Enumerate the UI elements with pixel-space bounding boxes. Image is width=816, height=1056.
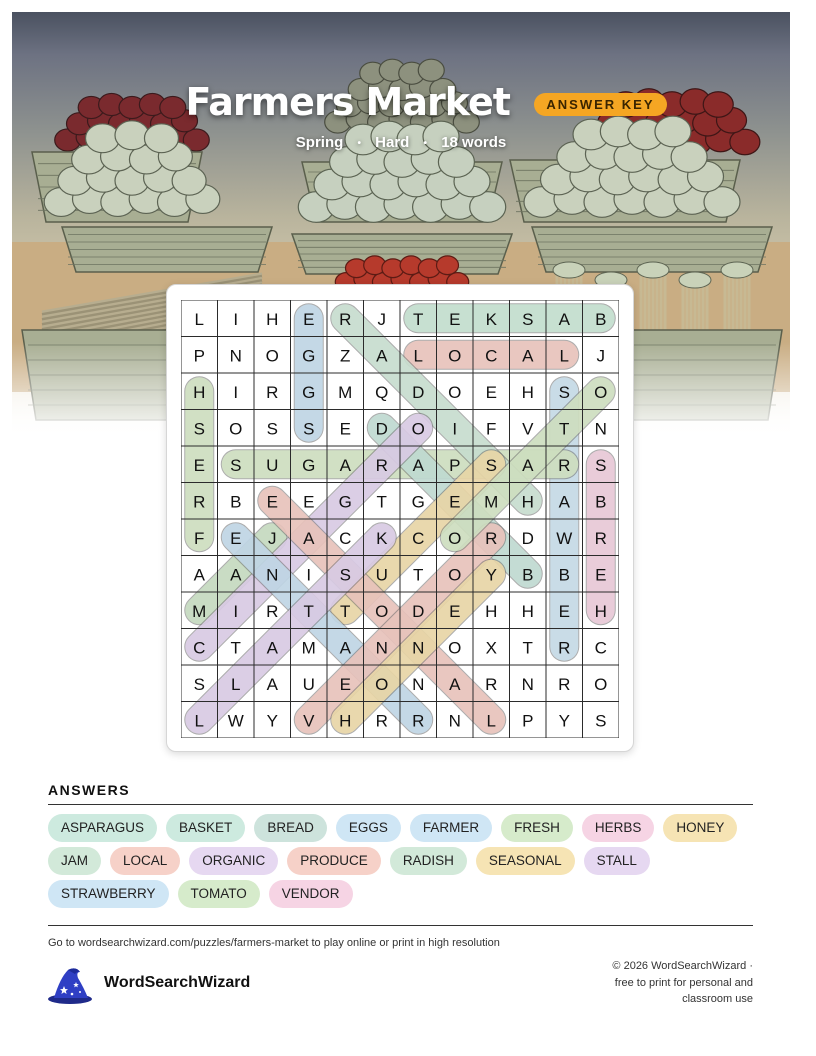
grid-letter[interactable]: E: [266, 492, 278, 512]
grid-letter[interactable]: E: [230, 528, 242, 548]
copyright-notice: [563, 958, 753, 1008]
brand-logo[interactable]: [46, 964, 251, 1004]
grid-letter[interactable]: A: [303, 528, 315, 548]
grid-letter[interactable]: B: [595, 492, 607, 512]
answer-chip: BASKET: [166, 814, 245, 842]
grid-letter[interactable]: S: [303, 419, 315, 439]
grid-letter[interactable]: L: [413, 346, 423, 366]
grid-letter[interactable]: O: [448, 528, 462, 548]
grid-letter[interactable]: E: [449, 492, 461, 512]
grid-letter[interactable]: S: [193, 419, 205, 439]
grid-letter[interactable]: R: [594, 528, 607, 548]
grid-letter[interactable]: U: [266, 455, 279, 475]
grid-letter[interactable]: R: [193, 492, 206, 512]
grid-letter[interactable]: Q: [375, 382, 389, 402]
grid-letter[interactable]: K: [376, 528, 388, 548]
wizard-hat-icon: [46, 964, 94, 1006]
word-search-grid[interactable]: [181, 300, 619, 738]
answers-divider: [48, 804, 753, 805]
difficulty-label: Hard: [375, 134, 410, 151]
answer-chip: VENDOR: [269, 880, 353, 908]
grid-letter[interactable]: Z: [340, 346, 351, 366]
grid-letter[interactable]: D: [375, 419, 388, 439]
grid-letter[interactable]: O: [411, 419, 425, 439]
grid-letter[interactable]: S: [522, 309, 534, 329]
grid-letter[interactable]: W: [556, 528, 573, 548]
grid-letter[interactable]: G: [302, 382, 316, 402]
grid-letter[interactable]: R: [266, 382, 279, 402]
grid-letter[interactable]: U: [302, 674, 315, 694]
grid-letter[interactable]: N: [448, 711, 461, 731]
grid-letter[interactable]: E: [485, 382, 497, 402]
answer-chip: ASPARAGUS: [48, 814, 157, 842]
grid-letter[interactable]: R: [485, 528, 498, 548]
grid-letter[interactable]: H: [485, 601, 498, 621]
grid-letter[interactable]: H: [193, 382, 206, 402]
grid-letter[interactable]: Y: [485, 565, 497, 585]
grid-letter[interactable]: O: [448, 382, 462, 402]
answer-chip: STALL: [584, 847, 650, 875]
grid-letter[interactable]: C: [339, 528, 352, 548]
answer-chip: TOMATO: [178, 880, 260, 908]
answer-chip: LOCAL: [110, 847, 180, 875]
grid-letter[interactable]: E: [339, 674, 351, 694]
grid-letter[interactable]: E: [303, 492, 315, 512]
puzzle-card: [166, 284, 634, 752]
grid-letter[interactable]: S: [193, 674, 205, 694]
play-online-link[interactable]: Go to wordsearchwizard.com/puzzles/farmers-market to play online or print in high resolution: [48, 937, 500, 949]
grid-letter[interactable]: G: [302, 346, 316, 366]
answer-chip: STRAWBERRY: [48, 880, 169, 908]
answer-chip: BREAD: [254, 814, 327, 842]
grid-letter[interactable]: K: [485, 309, 497, 329]
answer-chip: ORGANIC: [189, 847, 278, 875]
grid-letter[interactable]: S: [558, 382, 570, 402]
grid-letter[interactable]: E: [303, 309, 315, 329]
grid-letter[interactable]: A: [193, 565, 205, 585]
grid-letter[interactable]: U: [375, 565, 388, 585]
grid-letter[interactable]: V: [303, 711, 315, 731]
grid-letter[interactable]: S: [485, 455, 497, 475]
grid-letter[interactable]: L: [194, 711, 204, 731]
asparagus-tips: [679, 272, 711, 288]
grid-letter[interactable]: M: [484, 492, 499, 512]
answer-chip: RADISH: [390, 847, 467, 875]
puzzle-title: Farmers Market: [185, 80, 510, 124]
grid-letter[interactable]: A: [230, 565, 242, 585]
grid-letter[interactable]: H: [521, 382, 534, 402]
answers-heading: ANSWERS: [48, 782, 131, 798]
grid-letter[interactable]: W: [227, 711, 244, 731]
grid-letter[interactable]: R: [266, 601, 279, 621]
answer-chip: FARMER: [410, 814, 492, 842]
grid-letter[interactable]: S: [595, 455, 607, 475]
grid-letter[interactable]: I: [233, 309, 239, 329]
grid-letter[interactable]: A: [339, 638, 351, 658]
grid-letter[interactable]: T: [376, 492, 387, 512]
answer-chip: FRESH: [501, 814, 573, 842]
grid-letter[interactable]: D: [412, 382, 425, 402]
answer-key-badge: ANSWER KEY: [534, 93, 666, 116]
grid-letter[interactable]: N: [521, 674, 534, 694]
grid-letter[interactable]: T: [413, 565, 424, 585]
grid-letter[interactable]: O: [375, 674, 389, 694]
grid-letter[interactable]: T: [230, 638, 241, 658]
grid-letter[interactable]: P: [449, 455, 461, 475]
grid-letter[interactable]: C: [485, 346, 498, 366]
grid-letter[interactable]: A: [266, 674, 278, 694]
grid-letter[interactable]: D: [412, 601, 425, 621]
grid-letter[interactable]: I: [233, 601, 239, 621]
separator-dot: •: [357, 137, 361, 149]
grid-letter[interactable]: H: [594, 601, 607, 621]
grid-letter[interactable]: A: [449, 674, 461, 694]
copyright-line: © 2026 WordSearchWizard ·: [612, 960, 753, 972]
grid-letter[interactable]: A: [522, 455, 534, 475]
copyright-line: free to print for personal and: [614, 976, 753, 989]
grid-letter[interactable]: R: [375, 711, 388, 731]
grid-letter[interactable]: F: [194, 528, 205, 548]
grid-letter[interactable]: X: [485, 638, 497, 658]
grid-letter[interactable]: H: [521, 601, 534, 621]
grid-letter[interactable]: Y: [266, 711, 278, 731]
grid-letter[interactable]: R: [558, 455, 571, 475]
grid-letter[interactable]: H: [266, 309, 279, 329]
onion-icon: [418, 59, 444, 81]
grid-letter[interactable]: O: [448, 565, 462, 585]
grid-letter[interactable]: N: [412, 674, 425, 694]
grid-letter[interactable]: D: [521, 528, 534, 548]
answer-word-list: [48, 814, 758, 913]
tomato-icon: [437, 256, 459, 275]
grid-letter[interactable]: S: [595, 711, 607, 731]
answer-chip: SEASONAL: [476, 847, 575, 875]
grid-letter[interactable]: S: [266, 419, 278, 439]
grid-letter[interactable]: T: [413, 309, 424, 329]
grid-letter[interactable]: O: [594, 674, 608, 694]
grid-letter[interactable]: I: [233, 382, 239, 402]
grid-letter[interactable]: R: [558, 674, 571, 694]
grid-letter[interactable]: F: [486, 419, 497, 439]
grid-letter[interactable]: I: [452, 419, 458, 439]
grid-letter[interactable]: N: [266, 565, 279, 585]
grid-letter[interactable]: V: [522, 419, 534, 439]
grid-letter[interactable]: L: [231, 674, 241, 694]
grid-letter[interactable]: R: [339, 309, 352, 329]
grid-letter[interactable]: E: [558, 601, 570, 621]
word-count-label: 18 words: [441, 134, 507, 151]
grid-letter[interactable]: A: [558, 309, 570, 329]
grid-letter[interactable]: E: [595, 565, 607, 585]
grid-letter[interactable]: R: [485, 674, 498, 694]
grid-letter[interactable]: O: [229, 419, 243, 439]
grid-letter[interactable]: J: [268, 528, 277, 548]
grid-letter[interactable]: A: [558, 492, 570, 512]
grid-letter[interactable]: N: [412, 638, 425, 658]
grid-letter[interactable]: G: [302, 455, 316, 475]
answer-chip: JAM: [48, 847, 101, 875]
title-row: [12, 80, 790, 124]
brand-name: WordSearchWizard: [104, 974, 251, 991]
grid-letter[interactable]: O: [448, 638, 462, 658]
footer-divider: [48, 925, 753, 926]
asparagus-tips: [553, 262, 585, 278]
grid-letter[interactable]: G: [338, 492, 352, 512]
grid-letter[interactable]: G: [411, 492, 425, 512]
grid-letter[interactable]: Y: [558, 711, 570, 731]
grid-letter[interactable]: O: [375, 601, 389, 621]
grid-letter[interactable]: O: [448, 346, 462, 366]
grid-letter[interactable]: B: [230, 492, 242, 512]
grid-letter[interactable]: B: [558, 565, 570, 585]
grid-letter[interactable]: N: [594, 419, 607, 439]
grid-letter[interactable]: S: [339, 565, 351, 585]
grid-letter[interactable]: C: [594, 638, 607, 658]
grid-letter[interactable]: M: [192, 601, 207, 621]
grid-letter[interactable]: E: [449, 309, 461, 329]
grid-letter[interactable]: L: [486, 711, 496, 731]
grid-letter[interactable]: H: [339, 711, 352, 731]
answer-chip: HERBS: [582, 814, 655, 842]
answer-chip: EGGS: [336, 814, 401, 842]
grid-letter[interactable]: H: [521, 492, 534, 512]
separator-dot: •: [423, 137, 428, 149]
grid-letter[interactable]: L: [194, 309, 204, 329]
grid-letter[interactable]: B: [522, 565, 534, 585]
grid-letter[interactable]: M: [301, 638, 316, 658]
grid-letter[interactable]: E: [339, 419, 351, 439]
grid-letter[interactable]: S: [230, 455, 242, 475]
grid-letter[interactable]: T: [522, 638, 533, 658]
grid-letter[interactable]: N: [229, 346, 242, 366]
grid-letter[interactable]: N: [375, 638, 388, 658]
grid-letter[interactable]: E: [193, 455, 205, 475]
grid-letter[interactable]: A: [412, 455, 424, 475]
grid-letter[interactable]: B: [595, 309, 607, 329]
grid-letter[interactable]: T: [340, 601, 351, 621]
grid-letter[interactable]: R: [412, 711, 425, 731]
copyright-line: classroom use: [682, 993, 753, 1005]
grid-letter[interactable]: T: [303, 601, 314, 621]
grid-letter[interactable]: O: [265, 346, 279, 366]
grid-letter[interactable]: R: [558, 638, 571, 658]
grid-letter[interactable]: T: [559, 419, 570, 439]
grid-letter[interactable]: P: [522, 711, 534, 731]
asparagus-tips: [637, 262, 669, 278]
grid-letter[interactable]: M: [338, 382, 353, 402]
grid-letter[interactable]: J: [596, 346, 605, 366]
grid-letter[interactable]: A: [339, 455, 351, 475]
answer-chip: HONEY: [663, 814, 737, 842]
grid-letter[interactable]: I: [306, 565, 312, 585]
grid-letter[interactable]: E: [449, 601, 461, 621]
grid-letter[interactable]: J: [377, 309, 386, 329]
season-label: Spring: [295, 134, 344, 151]
grid-letter[interactable]: C: [193, 638, 206, 658]
grid-letter[interactable]: L: [559, 346, 569, 366]
grid-letter[interactable]: O: [594, 382, 608, 402]
grid-letter[interactable]: A: [522, 346, 534, 366]
grid-letter[interactable]: P: [193, 346, 205, 366]
asparagus-tips: [721, 262, 753, 278]
puzzle-meta: [12, 134, 790, 151]
grid-letter[interactable]: R: [375, 455, 388, 475]
grid-letter[interactable]: C: [412, 528, 425, 548]
grid-letter[interactable]: A: [266, 638, 278, 658]
answer-chip: PRODUCE: [287, 847, 381, 875]
grid-letter[interactable]: A: [376, 346, 388, 366]
